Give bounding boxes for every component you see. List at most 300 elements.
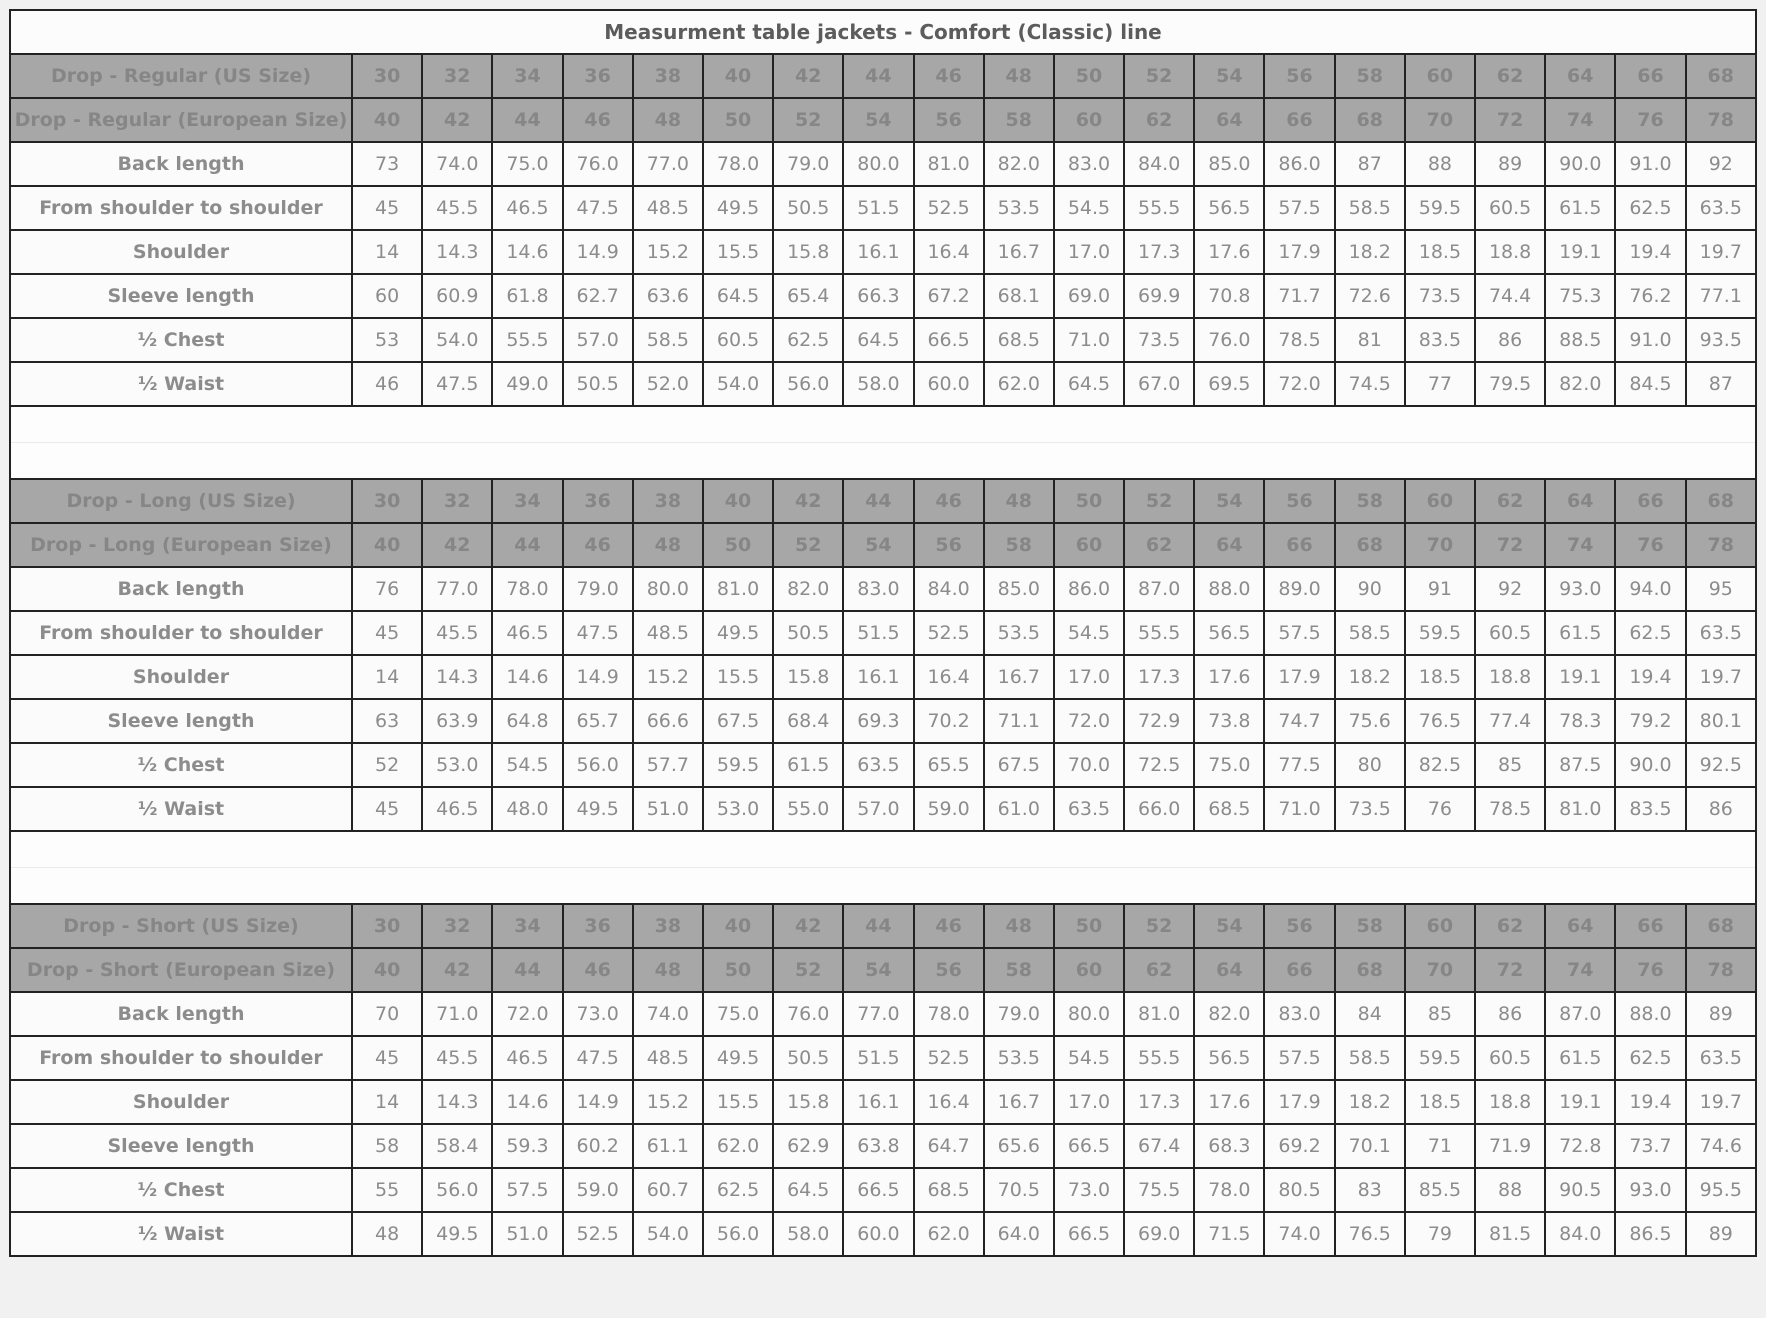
size-us-cell: 56	[1264, 54, 1334, 98]
measurement-cell: 92	[1686, 142, 1756, 186]
measurement-cell: 18.8	[1475, 230, 1545, 274]
measurement-cell: 83	[1335, 1168, 1405, 1212]
size-us-cell: 38	[633, 54, 703, 98]
measurement-cell: 18.2	[1335, 1080, 1405, 1124]
measurement-cell: 86	[1475, 318, 1545, 362]
measurement-cell: 87.0	[1124, 567, 1194, 611]
measurement-cell: 84.0	[1545, 1212, 1615, 1256]
size-header-row-eu	[10, 98, 1756, 142]
size-us-cell: 64	[1545, 54, 1615, 98]
measurement-cell: 85.0	[1194, 142, 1264, 186]
measurement-cell: 48.5	[633, 1036, 703, 1080]
measurement-cell: 72.0	[1054, 699, 1124, 743]
measurement-cell: 85.0	[984, 567, 1054, 611]
measurement-cell: 64.5	[1054, 362, 1124, 406]
measurement-cell: 17.0	[1054, 1080, 1124, 1124]
size-eu-cell: 52	[773, 98, 843, 142]
measurement-cell: 89	[1686, 1212, 1756, 1256]
measurement-cell: 18.2	[1335, 655, 1405, 699]
measurement-cell: 47.5	[563, 611, 633, 655]
measurement-cell: 82.5	[1405, 743, 1475, 787]
size-eu-cell: 64	[1194, 523, 1264, 567]
size-us-cell: 32	[422, 904, 492, 948]
measurement-cell: 49.5	[703, 611, 773, 655]
size-eu-cell: 76	[1615, 948, 1685, 992]
measurement-cell: 59.0	[563, 1168, 633, 1212]
measurement-cell: 69.2	[1264, 1124, 1334, 1168]
measurement-cell: 61.0	[984, 787, 1054, 831]
measurement-cell: 55	[352, 1168, 422, 1212]
measurement-row-label: Sleeve length	[10, 699, 352, 743]
measurement-cell: 86.5	[1615, 1212, 1685, 1256]
measurement-row-label: ½ Chest	[10, 1168, 352, 1212]
size-us-cell: 60	[1405, 54, 1475, 98]
measurement-cell: 69.3	[843, 699, 913, 743]
measurement-cell: 66.0	[1124, 787, 1194, 831]
measurement-cell: 61.8	[492, 274, 562, 318]
measurement-cell: 56.0	[703, 1212, 773, 1256]
measurement-cell: 51.5	[843, 1036, 913, 1080]
measurement-cell: 84.0	[914, 567, 984, 611]
measurement-cell: 78.0	[492, 567, 562, 611]
size-eu-cell: 54	[843, 948, 913, 992]
measurement-cell: 71.0	[1054, 318, 1124, 362]
measurement-cell: 54.0	[633, 1212, 703, 1256]
size-eu-cell: 66	[1264, 523, 1334, 567]
measurement-cell: 58.5	[1335, 1036, 1405, 1080]
measurement-cell: 90.0	[1615, 743, 1685, 787]
size-us-cell: 30	[352, 479, 422, 523]
measurement-cell: 94.0	[1615, 567, 1685, 611]
measurement-cell: 73.0	[563, 992, 633, 1036]
size-eu-cell: 48	[633, 98, 703, 142]
measurement-cell: 17.6	[1194, 230, 1264, 274]
measurement-cell: 46.5	[492, 611, 562, 655]
measurement-cell: 60.2	[563, 1124, 633, 1168]
size-eu-cell: 50	[703, 948, 773, 992]
measurement-cell: 53.5	[984, 611, 1054, 655]
size-us-cell: 52	[1124, 904, 1194, 948]
measurement-cell: 79.0	[773, 142, 843, 186]
measurement-cell: 62.5	[703, 1168, 773, 1212]
measurement-cell: 55.5	[492, 318, 562, 362]
measurement-cell: 74.4	[1475, 274, 1545, 318]
size-eu-cell: 46	[563, 523, 633, 567]
measurement-cell: 17.3	[1124, 230, 1194, 274]
measurement-cell: 90.0	[1545, 142, 1615, 186]
measurement-cell: 54.5	[1054, 611, 1124, 655]
measurement-cell: 16.1	[843, 230, 913, 274]
measurement-cell: 85	[1405, 992, 1475, 1036]
size-us-cell: 62	[1475, 904, 1545, 948]
size-us-cell: 48	[984, 54, 1054, 98]
measurement-cell: 49.0	[492, 362, 562, 406]
measurement-cell: 70.8	[1194, 274, 1264, 318]
measurement-row	[10, 1080, 1756, 1124]
measurement-cell: 61.5	[773, 743, 843, 787]
measurement-row	[10, 1124, 1756, 1168]
size-header-row-us	[10, 54, 1756, 98]
measurement-cell: 70.2	[914, 699, 984, 743]
size-eu-cell: 40	[352, 523, 422, 567]
measurement-row-label: ½ Chest	[10, 318, 352, 362]
size-eu-cell: 60	[1054, 98, 1124, 142]
size-eu-cell: 78	[1686, 948, 1756, 992]
measurement-cell: 64.5	[703, 274, 773, 318]
measurement-cell: 76.2	[1615, 274, 1685, 318]
measurement-cell: 88	[1405, 142, 1475, 186]
measurement-cell: 58	[352, 1124, 422, 1168]
measurement-cell: 19.4	[1615, 655, 1685, 699]
measurement-cell: 14	[352, 1080, 422, 1124]
measurement-cell: 76.0	[563, 142, 633, 186]
title-row	[10, 10, 1756, 54]
measurement-cell: 66.5	[843, 1168, 913, 1212]
measurement-cell: 67.4	[1124, 1124, 1194, 1168]
size-eu-cell: 76	[1615, 98, 1685, 142]
measurement-cell: 54.5	[492, 743, 562, 787]
measurement-cell: 78.0	[914, 992, 984, 1036]
measurement-cell: 77	[1405, 362, 1475, 406]
measurement-cell: 76.5	[1405, 699, 1475, 743]
measurement-cell: 80	[1335, 743, 1405, 787]
size-us-cell: 40	[703, 54, 773, 98]
size-us-cell: 50	[1054, 904, 1124, 948]
measurement-cell: 61.5	[1545, 1036, 1615, 1080]
size-us-cell: 44	[843, 479, 913, 523]
size-eu-cell: 56	[914, 948, 984, 992]
measurement-cell: 78.3	[1545, 699, 1615, 743]
size-eu-cell: 62	[1124, 948, 1194, 992]
size-eu-cell: 66	[1264, 98, 1334, 142]
measurement-row-label: ½ Chest	[10, 743, 352, 787]
measurement-cell: 78.5	[1264, 318, 1334, 362]
size-eu-cell: 58	[984, 98, 1054, 142]
measurement-cell: 63.5	[1686, 1036, 1756, 1080]
size-eu-cell: 64	[1194, 98, 1264, 142]
measurement-cell: 56.5	[1194, 186, 1264, 230]
measurement-cell: 73.0	[1054, 1168, 1124, 1212]
measurement-cell: 81.0	[1124, 992, 1194, 1036]
measurement-cell: 46.5	[422, 787, 492, 831]
size-eu-cell: 40	[352, 98, 422, 142]
size-us-cell: 48	[984, 479, 1054, 523]
measurement-cell: 89.0	[1264, 567, 1334, 611]
size-eu-cell: 44	[492, 948, 562, 992]
size-eu-cell: 72	[1475, 523, 1545, 567]
size-header-label-us: Drop - Regular (US Size)	[10, 54, 352, 98]
size-eu-cell: 70	[1405, 98, 1475, 142]
measurement-cell: 91.0	[1615, 318, 1685, 362]
measurement-row-label: ½ Waist	[10, 362, 352, 406]
size-us-cell: 52	[1124, 54, 1194, 98]
measurement-row-label: Shoulder	[10, 230, 352, 274]
measurement-row-label: Back length	[10, 142, 352, 186]
measurement-cell: 74.0	[1264, 1212, 1334, 1256]
measurement-cell: 66.5	[1054, 1212, 1124, 1256]
spacer-cell	[10, 868, 1756, 905]
measurement-cell: 75.0	[1194, 743, 1264, 787]
measurement-cell: 74.6	[1686, 1124, 1756, 1168]
measurement-cell: 63.5	[1686, 186, 1756, 230]
measurement-cell: 17.9	[1264, 230, 1334, 274]
measurement-cell: 64.0	[984, 1212, 1054, 1256]
measurement-cell: 81.0	[703, 567, 773, 611]
measurement-row	[10, 318, 1756, 362]
measurement-cell: 77.5	[1264, 743, 1334, 787]
size-us-cell: 62	[1475, 479, 1545, 523]
measurement-cell: 60.0	[914, 362, 984, 406]
measurement-cell: 16.7	[984, 1080, 1054, 1124]
size-us-cell: 32	[422, 54, 492, 98]
size-header-row-us	[10, 479, 1756, 523]
measurement-cell: 81.5	[1475, 1212, 1545, 1256]
measurement-cell: 67.2	[914, 274, 984, 318]
section-spacer	[10, 831, 1756, 868]
measurement-cell: 83.5	[1615, 787, 1685, 831]
measurement-cell: 78.5	[1475, 787, 1545, 831]
size-us-cell: 66	[1615, 54, 1685, 98]
measurement-cell: 60.5	[1475, 186, 1545, 230]
measurement-cell: 72.9	[1124, 699, 1194, 743]
measurement-cell: 56.5	[1194, 1036, 1264, 1080]
measurement-cell: 76.0	[773, 992, 843, 1036]
measurement-row	[10, 567, 1756, 611]
size-eu-cell: 58	[984, 523, 1054, 567]
measurement-cell: 63.5	[1686, 611, 1756, 655]
measurement-cell: 14	[352, 230, 422, 274]
section-spacer	[10, 868, 1756, 905]
measurement-cell: 15.2	[633, 1080, 703, 1124]
measurement-cell: 60.9	[422, 274, 492, 318]
size-us-cell: 64	[1545, 904, 1615, 948]
measurement-cell: 66.3	[843, 274, 913, 318]
measurement-cell: 57.5	[1264, 186, 1334, 230]
measurement-cell: 66.5	[914, 318, 984, 362]
measurement-cell: 89	[1686, 992, 1756, 1036]
measurement-cell: 14.3	[422, 655, 492, 699]
measurement-cell: 64.5	[843, 318, 913, 362]
measurement-cell: 45	[352, 186, 422, 230]
measurement-cell: 73	[352, 142, 422, 186]
measurement-cell: 74.0	[633, 992, 703, 1036]
measurement-cell: 53.5	[984, 1036, 1054, 1080]
size-us-cell: 58	[1335, 904, 1405, 948]
measurement-cell: 52.5	[914, 186, 984, 230]
measurement-row-label: ½ Waist	[10, 787, 352, 831]
measurement-cell: 57.0	[843, 787, 913, 831]
measurement-cell: 87.0	[1545, 992, 1615, 1036]
measurement-cell: 90	[1335, 567, 1405, 611]
spacer-cell	[10, 831, 1756, 868]
measurement-cell: 56.0	[563, 743, 633, 787]
measurement-cell: 51.5	[843, 611, 913, 655]
size-eu-cell: 72	[1475, 948, 1545, 992]
measurement-cell: 79.0	[563, 567, 633, 611]
measurement-cell: 55.5	[1124, 1036, 1194, 1080]
measurement-cell: 55.5	[1124, 186, 1194, 230]
measurement-cell: 79.5	[1475, 362, 1545, 406]
measurement-cell: 71.0	[1264, 787, 1334, 831]
measurement-cell: 74.5	[1335, 362, 1405, 406]
size-eu-cell: 42	[422, 98, 492, 142]
measurement-cell: 54.0	[703, 362, 773, 406]
measurement-cell: 48.5	[633, 611, 703, 655]
measurement-cell: 62.9	[773, 1124, 843, 1168]
measurement-cell: 75.6	[1335, 699, 1405, 743]
size-us-cell: 50	[1054, 54, 1124, 98]
size-us-cell: 60	[1405, 904, 1475, 948]
measurement-cell: 46.5	[492, 1036, 562, 1080]
measurement-cell: 16.7	[984, 230, 1054, 274]
measurement-cell: 83.0	[1054, 142, 1124, 186]
measurement-row	[10, 362, 1756, 406]
measurement-cell: 64.5	[773, 1168, 843, 1212]
size-eu-cell: 72	[1475, 98, 1545, 142]
measurement-row	[10, 274, 1756, 318]
measurement-cell: 51.5	[843, 186, 913, 230]
table-title: Measurment table jackets - Comfort (Classic) line	[10, 10, 1756, 54]
size-us-cell: 44	[843, 904, 913, 948]
spacer-cell	[10, 406, 1756, 443]
measurement-cell: 17.9	[1264, 1080, 1334, 1124]
measurement-cell: 62.5	[1615, 186, 1685, 230]
measurement-cell: 15.5	[703, 655, 773, 699]
measurement-cell: 92.5	[1686, 743, 1756, 787]
measurement-row-label: Shoulder	[10, 1080, 352, 1124]
measurement-cell: 82.0	[1194, 992, 1264, 1036]
size-us-cell: 68	[1686, 479, 1756, 523]
measurement-cell: 52.5	[563, 1212, 633, 1256]
measurement-cell: 63.8	[843, 1124, 913, 1168]
size-us-cell: 64	[1545, 479, 1615, 523]
measurement-cell: 68.4	[773, 699, 843, 743]
measurement-cell: 73.7	[1615, 1124, 1685, 1168]
measurement-cell: 66.6	[633, 699, 703, 743]
measurement-row-label: Back length	[10, 992, 352, 1036]
measurement-cell: 45.5	[422, 1036, 492, 1080]
measurement-cell: 64.7	[914, 1124, 984, 1168]
size-us-cell: 66	[1615, 904, 1685, 948]
measurement-cell: 19.1	[1545, 655, 1615, 699]
measurement-cell: 19.7	[1686, 1080, 1756, 1124]
measurement-cell: 48.5	[633, 186, 703, 230]
size-eu-cell: 54	[843, 523, 913, 567]
measurement-cell: 14.6	[492, 655, 562, 699]
measurement-cell: 18.2	[1335, 230, 1405, 274]
size-eu-cell: 62	[1124, 98, 1194, 142]
spacer-cell	[10, 443, 1756, 480]
measurement-cell: 57.0	[563, 318, 633, 362]
measurement-row-label: From shoulder to shoulder	[10, 1036, 352, 1080]
section-spacer	[10, 443, 1756, 480]
measurement-cell: 63.5	[843, 743, 913, 787]
size-us-cell: 46	[914, 479, 984, 523]
measurement-cell: 62.5	[773, 318, 843, 362]
measurement-cell: 58.0	[773, 1212, 843, 1256]
measurement-cell: 76.0	[1194, 318, 1264, 362]
measurement-cell: 87.5	[1545, 743, 1615, 787]
measurement-cell: 57.5	[1264, 1036, 1334, 1080]
measurement-cell: 50.5	[773, 1036, 843, 1080]
size-eu-cell: 64	[1194, 948, 1264, 992]
measurement-cell: 18.8	[1475, 1080, 1545, 1124]
measurement-cell: 74.0	[422, 142, 492, 186]
size-us-cell: 30	[352, 904, 422, 948]
measurement-cell: 17.9	[1264, 655, 1334, 699]
measurement-cell: 82.0	[1545, 362, 1615, 406]
measurement-cell: 58.0	[843, 362, 913, 406]
measurement-cell: 48	[352, 1212, 422, 1256]
measurement-cell: 88.0	[1194, 567, 1264, 611]
measurement-cell: 16.1	[843, 1080, 913, 1124]
measurement-cell: 49.5	[703, 1036, 773, 1080]
measurement-cell: 83.5	[1405, 318, 1475, 362]
measurement-cell: 16.1	[843, 655, 913, 699]
measurement-cell: 69.9	[1124, 274, 1194, 318]
size-eu-cell: 40	[352, 948, 422, 992]
measurement-row	[10, 1036, 1756, 1080]
measurement-row	[10, 230, 1756, 274]
measurement-cell: 56.5	[1194, 611, 1264, 655]
measurement-cell: 90.5	[1545, 1168, 1615, 1212]
measurement-cell: 89	[1475, 142, 1545, 186]
size-eu-cell: 68	[1335, 948, 1405, 992]
measurement-cell: 19.7	[1686, 230, 1756, 274]
size-header-label-us: Drop - Short (US Size)	[10, 904, 352, 948]
measurement-row-label: From shoulder to shoulder	[10, 611, 352, 655]
size-header-row-eu	[10, 948, 1756, 992]
measurement-cell: 80.0	[633, 567, 703, 611]
measurement-cell: 95	[1686, 567, 1756, 611]
measurement-cell: 77.0	[843, 992, 913, 1036]
size-us-cell: 50	[1054, 479, 1124, 523]
measurement-cell: 15.8	[773, 230, 843, 274]
measurement-cell: 57.7	[633, 743, 703, 787]
measurement-cell: 62.7	[563, 274, 633, 318]
measurement-cell: 65.7	[563, 699, 633, 743]
measurement-cell: 50.5	[773, 186, 843, 230]
measurement-cell: 91.0	[1615, 142, 1685, 186]
measurement-cell: 81.0	[914, 142, 984, 186]
measurement-cell: 86	[1475, 992, 1545, 1036]
measurement-cell: 19.4	[1615, 1080, 1685, 1124]
measurement-cell: 60.7	[633, 1168, 703, 1212]
measurement-cell: 61.5	[1545, 186, 1615, 230]
measurement-cell: 54.5	[1054, 186, 1124, 230]
measurement-cell: 88.5	[1545, 318, 1615, 362]
size-us-cell: 40	[703, 479, 773, 523]
measurement-cell: 69.0	[1054, 274, 1124, 318]
measurement-cell: 68.5	[984, 318, 1054, 362]
measurement-cell: 73.5	[1124, 318, 1194, 362]
size-eu-cell: 44	[492, 523, 562, 567]
measurement-row-label: ½ Waist	[10, 1212, 352, 1256]
measurement-cell: 84.5	[1615, 362, 1685, 406]
measurement-cell: 17.0	[1054, 230, 1124, 274]
measurement-row-label: Sleeve length	[10, 274, 352, 318]
measurement-cell: 45	[352, 1036, 422, 1080]
measurement-cell: 62.5	[1615, 611, 1685, 655]
measurement-cell: 70.5	[984, 1168, 1054, 1212]
size-eu-cell: 74	[1545, 948, 1615, 992]
measurement-cell: 61.1	[633, 1124, 703, 1168]
measurement-cell: 66.5	[1054, 1124, 1124, 1168]
size-header-label-us: Drop - Long (US Size)	[10, 479, 352, 523]
measurement-cell: 69.5	[1194, 362, 1264, 406]
size-header-row-eu	[10, 523, 1756, 567]
size-eu-cell: 70	[1405, 948, 1475, 992]
